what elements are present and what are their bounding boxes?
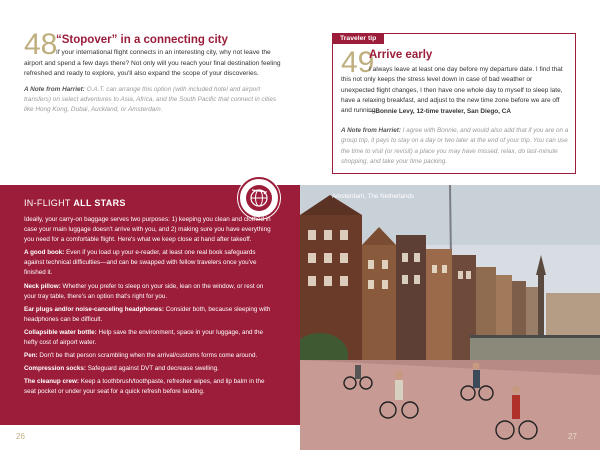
tip-number: 49 [341, 46, 375, 79]
panel-heading [24, 198, 126, 208]
item-label: A good book: [24, 249, 65, 257]
list-item [24, 328, 274, 348]
item-text: Whether you prefer to sleep on your side, lean on the window, or rest on your tray table, there's an option that's right for you. [24, 282, 264, 300]
note-text: I agree with Bonnie, and would also add that if you are on a group trip, it pays to stay on a day or two later at the end of your trip. You can use the time to visit (or revisit) a place you may have missed, relax, do last-minute shopping, and take your time packing. [341, 127, 569, 165]
tip-number: 48 [24, 28, 58, 61]
item-label: Collapsible water bottle: [24, 328, 97, 336]
harriet-note [341, 126, 569, 167]
amsterdam-photo [300, 185, 600, 450]
heading-prefix: IN-FLIGHT [24, 198, 74, 208]
note-label: A Note from Harriet: [24, 85, 85, 93]
page-number-right: 27 [568, 432, 577, 441]
tip-title: “Stopover” in a connecting city [56, 34, 228, 46]
item-label: Ear plugs and/or noise-canceling headphones: [24, 305, 164, 313]
tip-body: If your international flight connects in an interesting city, why not leave the airport and spend a few days there? Not only will you reach your final destination feeling refreshed and ready to explore, you'll also expand the scope of your discoveries. [24, 49, 281, 77]
globe-icon [238, 177, 280, 219]
item-text: Don't be that person scrambling when the arrival/customs forms come around. [37, 352, 258, 360]
list-item [24, 305, 274, 325]
list-item [24, 364, 274, 374]
traveler-tip-label: Traveler tip [332, 33, 384, 44]
tip-body: I always leave at least one day before my departure date. I find that this not only keeps the stress level down in case of bad weather or unexpected flight changes, I then have one whole day to myself to sleep late, have a relaxing breakfast, and adjust to the new time zone before we are off and running. [341, 66, 563, 115]
photo-illustration [300, 185, 600, 450]
item-label: Pen: [24, 352, 38, 360]
item-label: The cleanup crew: [24, 378, 79, 386]
list-item [24, 377, 274, 397]
in-flight-all-stars-panel [0, 185, 300, 425]
page-number-left: 26 [16, 432, 25, 441]
tip-title: Arrive early [369, 49, 433, 61]
panel-intro: Ideally, your carry-on baggage serves two purposes: 1) keeping you clean and clothed in case your main luggage doesn't arrive with you, and 2) making sure you have everything you need for a comfortable flight. Here's what we keep close at hand after takeoff. [24, 216, 271, 244]
tip-48 [24, 28, 286, 115]
harriet-note [24, 85, 286, 116]
item-text: Even if you load up your e-reader, at least one real book safeguards against technical difficulties—and can be swapped with fellow travelers once you've finished it. [24, 249, 257, 277]
item-label: Neck pillow: [24, 282, 61, 290]
tip-attribution: —Bonnie Levy, 12-time traveler, San Diego, CA [369, 108, 511, 115]
photo-caption: Amsterdam, The Netherlands [332, 193, 415, 200]
list-item [24, 351, 274, 361]
heading-bold: ALL STARS [73, 198, 126, 208]
list-item [24, 282, 274, 302]
item-text: Help save the environment, space in your luggage, and the hefty cost of airport water. [24, 328, 264, 347]
item-text: Consider both, because sleeping with headphones can be difficult. [24, 305, 271, 323]
list-item [24, 248, 274, 278]
note-label: A Note from Harriet: [341, 127, 401, 134]
traveler-tip-box [332, 33, 576, 174]
item-text: Keep a toothbrush/toothpaste, refresher wipes, and lip balm in the seat pocket or under your seat for a quick refresh before landing. [24, 378, 265, 396]
panel-content [24, 215, 274, 401]
item-text: Safeguard against DVT and decrease swelling. [85, 365, 219, 373]
item-label: Compression socks: [24, 365, 86, 373]
note-text: O.A.T. can arrange this option (with included hotel and airport transfers) on select adventures to Asia, Africa, and the South Pacific that connect in cities like Hong Kong, Dubai, Auckland, or Amsterdam. [24, 85, 277, 113]
